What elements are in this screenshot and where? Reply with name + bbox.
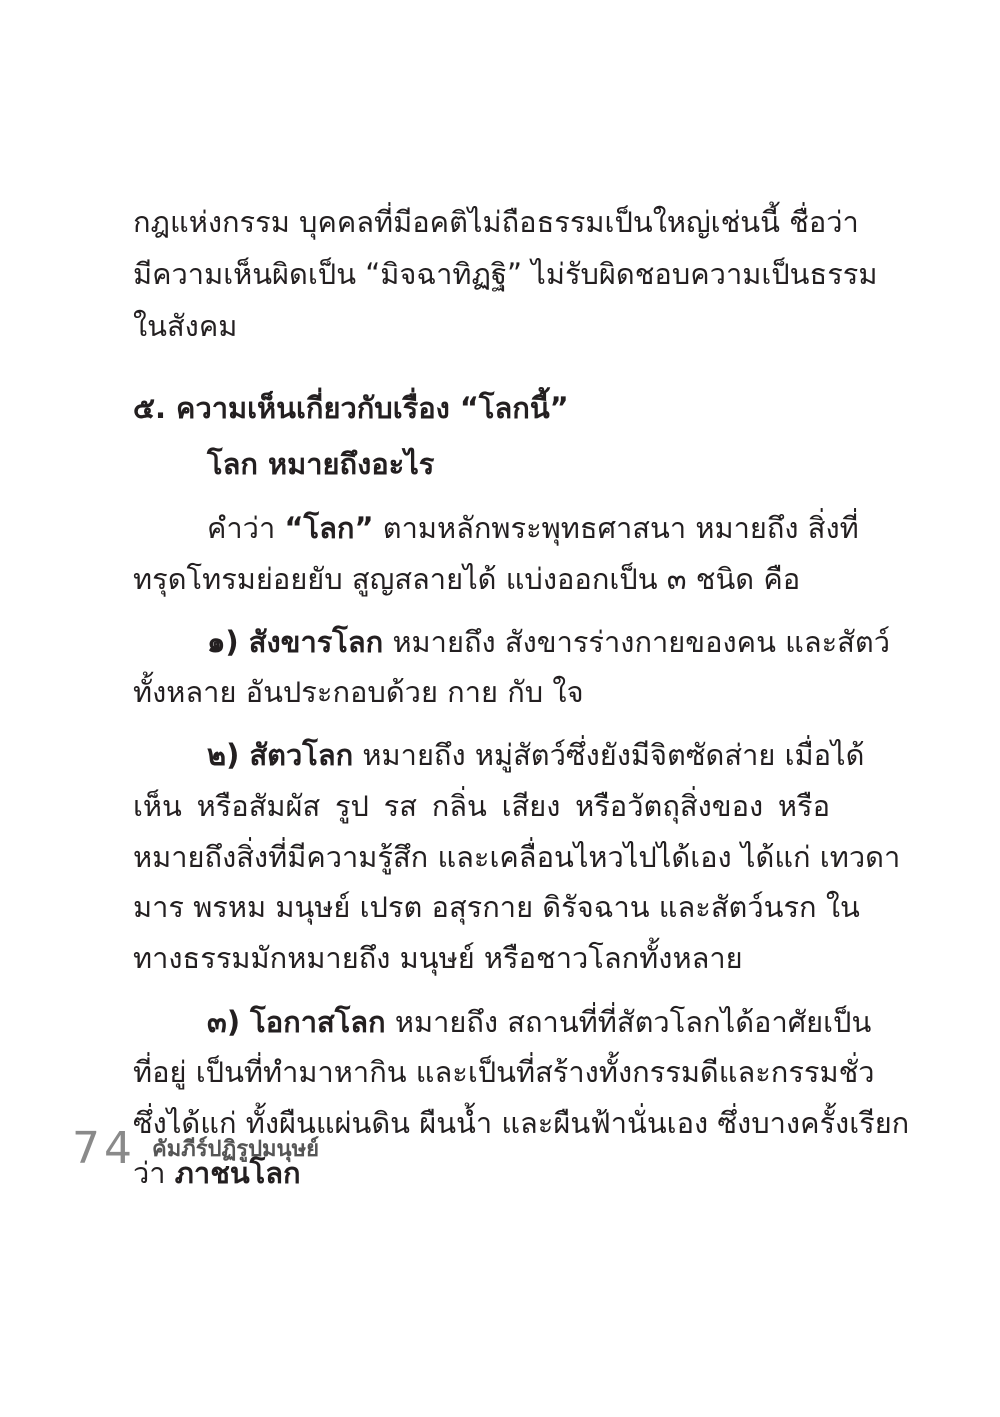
book-title: คัมภีร์ปฏิรูปมนุษย์ [152,1136,319,1162]
sub-heading: โลก หมายถึงอะไร [207,447,435,481]
list-item-line: ทางธรรมมักหมายถึง มนุษย์ หรือชาวโลกทั้งหลาย [133,941,743,975]
list-item-line: ๑) สังขารโลก หมายถึง สังขารร่างกายของคน และสัตว์ [207,625,890,659]
item-label: ๓) โอกาสโลก [207,1005,386,1039]
item-label: ๒) สัตวโลก [207,738,354,772]
list-item-line: ว่า ภาชนโลก [133,1156,301,1190]
list-item-line: ซึ่งได้แก่ ทั้งผืนแผ่นดิน ผืนน้ำ และผืนฟ้านั่นเอง ซึ่งบางครั้งเรียก [133,1106,910,1140]
list-item-line: ทั้งหลาย อันประกอบด้วย กาย กับ ใจ [133,675,584,709]
page-footer [72,1118,319,1178]
page-number: 74 [72,1122,136,1174]
list-item-line: เห็น หรือสัมผัส รูป รส กลิ่น เสียง หรือวัตถุสิ่งของ หรือ [133,789,830,823]
term-bold: ภาชนโลก [174,1156,301,1190]
list-item-line: ที่อยู่ เป็นที่ทำมาหากิน และเป็นที่สร้างทั้งกรรมดีและกรรมชั่ว [133,1055,875,1089]
list-item-line: หมายถึงสิ่งที่มีความรู้สึก และเคลื่อนไหวไปได้เอง ได้แก่ เทวดา [133,840,901,874]
list-item-line: ๓) โอกาสโลก หมายถึง สถานที่ที่สัตวโลกได้อาศัยเป็น [207,1005,872,1039]
term-bold: “โลก” [284,511,374,545]
paragraph-line: คำว่า “โลก” ตามหลักพระพุทธศาสนา หมายถึง สิ่งที่ [207,511,859,545]
section-heading: ๕. ความเห็นเกี่ยวกับเรื่อง “โลกนี้” [133,391,569,425]
paragraph-line: มีความเห็นผิดเป็น “มิจฉาทิฏฐิ” ไม่รับผิดชอบความเป็นธรรม [133,257,878,291]
paragraph-line: ทรุดโทรมย่อยยับ สูญสลายได้ แบ่งออกเป็น ๓ ชนิด คือ [133,562,801,596]
paragraph-line: ในสังคม [133,309,238,343]
list-item-line: ๒) สัตวโลก หมายถึง หมู่สัตว์ซึ่งยังมีจิตซัดส่าย เมื่อได้ [207,738,865,772]
list-item-line: มาร พรหม มนุษย์ เปรต อสุรกาย ดิรัจฉาน และสัตว์นรก ใน [133,890,860,924]
item-label: ๑) สังขารโลก [207,625,384,659]
paragraph-line: กฎแห่งกรรม บุคคลที่มีอคติไม่ถือธรรมเป็นใหญ่เช่นนี้ ชื่อว่า [133,205,859,239]
